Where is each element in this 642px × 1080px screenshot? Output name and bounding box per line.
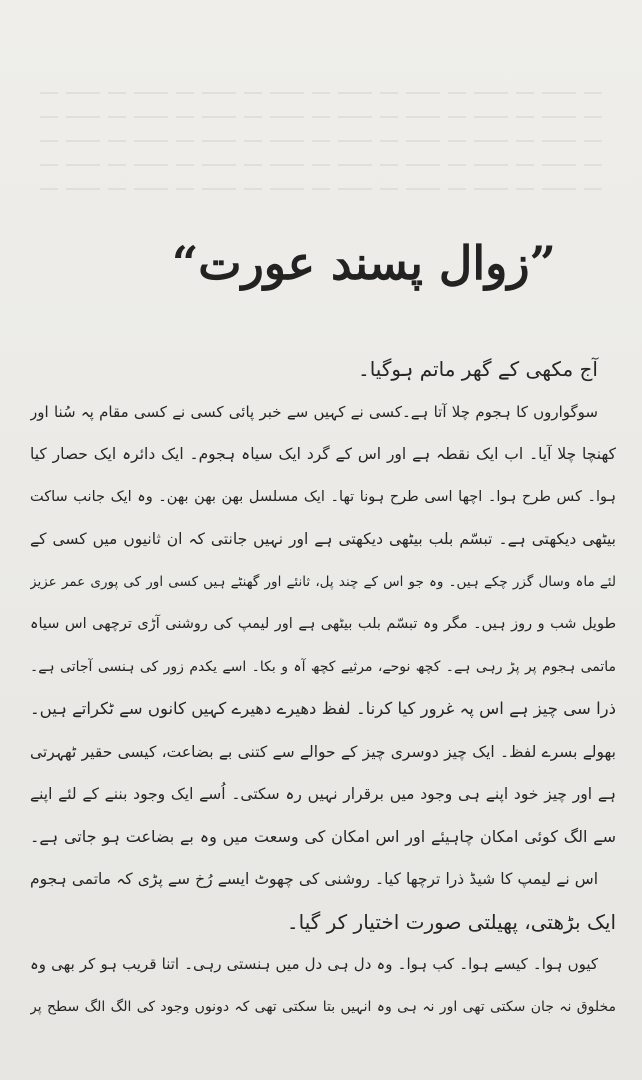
- text-line: ماتمی ہجوم پر پڑ رہی ہے۔ کچھ نوحے، مرثیے کچھ آہ و بکا۔ اسے یکدم زور کی ہنسی آجاتی ہے۔: [30, 658, 616, 675]
- text-line: ایک بڑھتی، پھیلتی صورت اختیار کر گیا۔: [286, 909, 616, 934]
- text-line: کیوں ہوا۔ کیسے ہوا۔ کب ہوا۔ وہ دل ہی دل میں ہنستی رہی۔ اتنا قریب ہو کر بھی وہ: [30, 955, 598, 973]
- story-body: [30, 348, 616, 1028]
- story-title: ”زوال پسند عورت“: [171, 236, 556, 290]
- text-line: لئے ماہ وسال گزر چکے ہیں۔ وہ جو اس کے چند پل، ثانئے اور گھنٹے ہیں کسی اور کی پوری عمر عزیز: [30, 573, 616, 590]
- show-through-text: [40, 70, 602, 260]
- text-line: اس نے لیمپ کا شیڈ ذرا ترچھا کیا۔ روشنی کی چھوٹ ایسے رُخ سے پڑی کہ ماتمی ہجوم: [30, 870, 598, 888]
- ghost-line: [40, 140, 602, 142]
- text-line: کھنچا چلا آیا۔ اب ایک نقطہ ہے اور اس کے گرد ایک سیاہ ہجوم۔ ایک دائرہ ایک حصار کیا: [30, 445, 616, 463]
- ghost-line: [40, 164, 602, 166]
- ghost-line: [40, 92, 602, 94]
- text-line: ہوا۔ کس طرح ہوا۔ اچھا اسی طرح ہونا تھا۔ ایک مسلسل بھن بھن بھن۔ وہ ایک جانب ساکت: [30, 488, 616, 505]
- text-line: آج مکھی کے گھر ماتم ہوگیا۔: [357, 357, 598, 381]
- ghost-line: [40, 188, 602, 190]
- text-line: ہے اور چیز خود اپنے ہی وجود میں برقرار نہیں رہ سکتی۔ اُسے ایک وجود بننے کے لئے اپنے: [30, 785, 616, 803]
- text-line: ذرا سی چیز ہے اس پہ غرور کیا کرنا۔ لفظ دھیرے دھیرے کہیں کانوں سے ٹکراتے ہیں۔: [30, 699, 616, 718]
- text-line: سے الگ کوئی امکان چاہیئے اور اس امکان کی وسعت میں وہ بے بضاعت ہو جاتی ہے۔: [30, 826, 616, 846]
- text-line: بیٹھی دیکھتی ہے۔ تبسّم بلب بیٹھی دیکھتی ہے اور نہیں جانتی کہ ان ثانیوں میں کسی کے: [30, 530, 616, 548]
- text-line: بھولے بسرے لفظ۔ ایک چیز دوسری چیز کے حوالے سے کتنی بے بضاعت، کیسی حقیر ٹھہرتی: [30, 742, 616, 761]
- ghost-line: [40, 116, 602, 118]
- text-line: طویل شب و روز ہیں۔ مگر وہ تبسّم بلب بیٹھی ہے اور لیمپ کی روشنی آڑی ترچھی اس سیاہ: [30, 616, 616, 632]
- text-line: مخلوق نہ جان سکتی تھی اور نہ ہی وہ انہیں بتا سکتی تھی کہ دونوں وجود کی الگ الگ سطح پر: [30, 998, 616, 1015]
- text-line: سوگواروں کا ہجوم چلا آتا ہے۔کسی نے کہیں سے خبر پائی کسی نے کسی مقام پہ سُنا اور: [30, 402, 598, 421]
